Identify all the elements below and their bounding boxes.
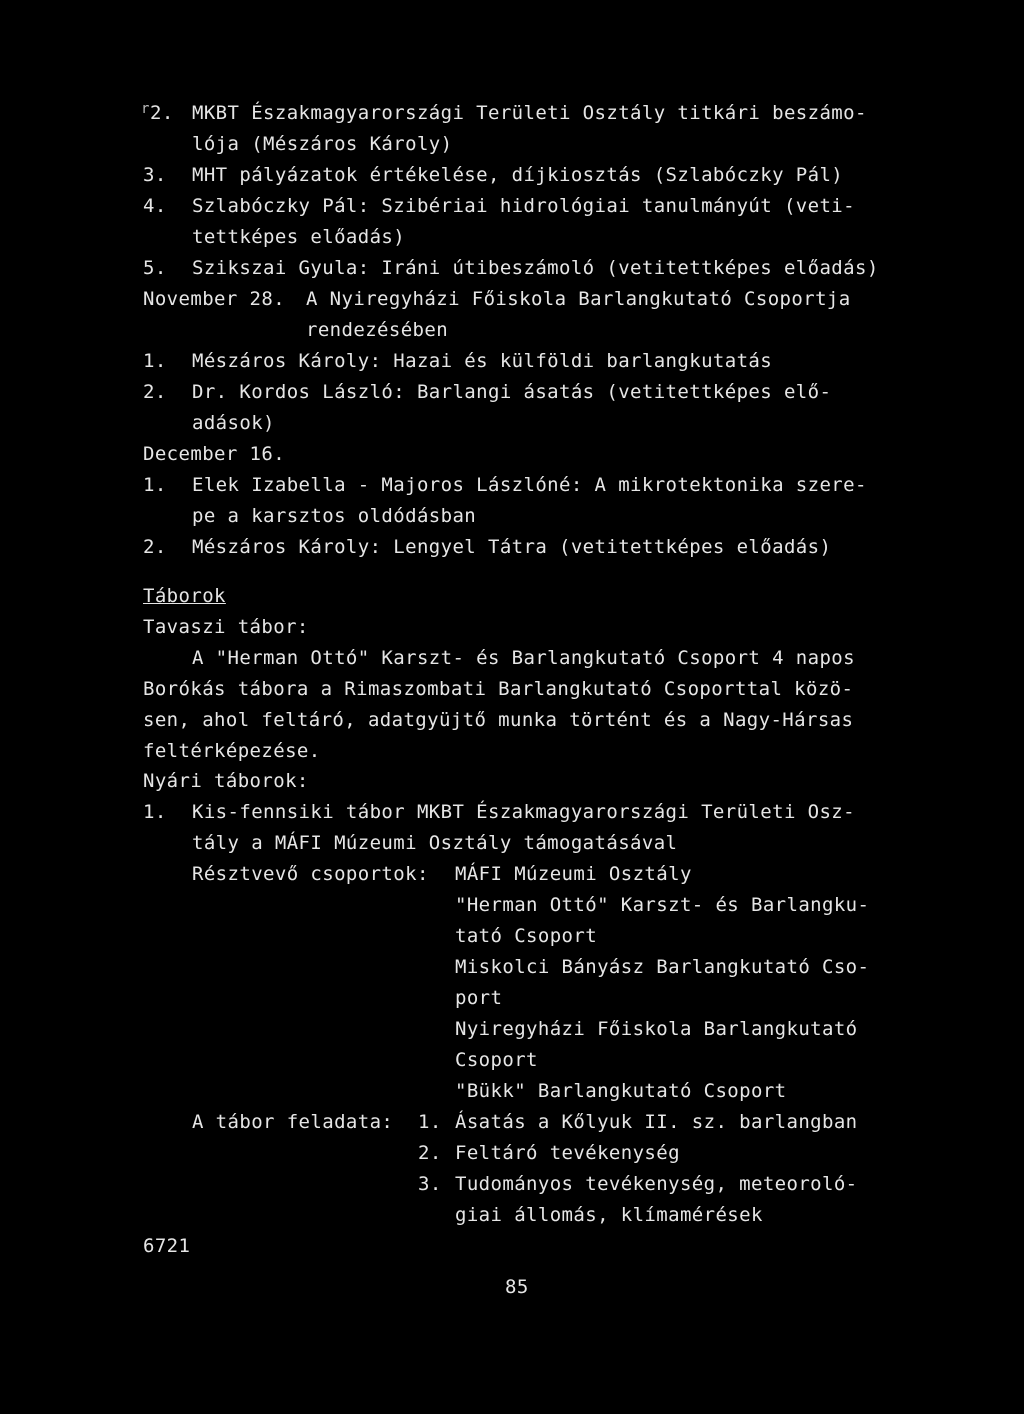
section-text-cont: rendezésében <box>306 319 449 341</box>
item-text: Mészáros Károly: Lengyel Tátra (vetitettképes előadás) <box>192 536 832 558</box>
section-date: December 16. <box>143 443 286 465</box>
summer-camps-label: Nyári táborok: <box>143 770 309 792</box>
section-text: A Nyiregyházi Főiskola Barlangkutató Csoportja <box>306 288 851 310</box>
corner-mark: r <box>141 101 150 117</box>
section-heading: Táborok <box>143 585 226 607</box>
item-number: 2. <box>143 381 167 403</box>
paragraph-line: A "Herman Ottó" Karszt- és Barlangkutató Csoport 4 napos <box>192 647 855 669</box>
item-number: 3. <box>418 1173 442 1195</box>
item-text-cont: pe a karsztos oldódásban <box>192 505 477 527</box>
item-number: 4. <box>143 195 167 217</box>
item-number: 2. <box>150 102 174 124</box>
tasks-label: A tábor feladata: <box>192 1111 394 1133</box>
item-text: Ásatás a Kőlyuk II. sz. barlangban <box>455 1111 858 1133</box>
item-text: Mészáros Károly: Hazai és külföldi barlangkutatás <box>192 350 773 372</box>
paragraph-line: Borókás tábora a Rimaszombati Barlangkutató Csoporttal közö- <box>143 678 854 700</box>
item-text: Dr. Kordos László: Barlangi ásatás (vetitettképes elő- <box>192 381 832 403</box>
item-number: 1. <box>143 801 167 823</box>
item-text-cont: adások) <box>192 412 275 434</box>
item-text: MHT pályázatok értékelése, díjkiosztás (Szlabóczky Pál) <box>192 164 844 186</box>
item-text: Szikszai Gyula: Iráni útibeszámoló (vetitettképes előadás) <box>192 257 879 279</box>
group-line: Miskolci Bányász Barlangkutató Cso- <box>455 956 870 978</box>
group-line: "Bükk" Barlangkutató Csoport <box>455 1080 787 1102</box>
item-text-cont: tettképes előadás) <box>192 226 406 248</box>
item-text: Elek Izabella - Majoros Lászlóné: A mikrotektonika szere- <box>192 474 867 496</box>
item-text-cont: giai állomás, klímamérések <box>455 1204 763 1226</box>
item-number: 2. <box>418 1142 442 1164</box>
item-number: 2. <box>143 536 167 558</box>
paragraph-line: sen, ahol feltáró, adatgyüjtő munka történt és a Nagy-Hársas <box>143 709 854 731</box>
item-text-cont: lója (Mészáros Károly) <box>192 133 453 155</box>
item-text: Szlabóczky Pál: Szibériai hidrológiai tanulmányút (veti- <box>192 195 855 217</box>
group-line: Csoport <box>455 1049 538 1071</box>
group-line: MÁFI Múzeumi Osztály <box>455 863 692 885</box>
groups-label: Résztvevő csoportok: <box>192 863 429 885</box>
item-number: 1. <box>418 1111 442 1133</box>
document-code: 6721 <box>143 1235 191 1257</box>
item-number: 1. <box>143 350 167 372</box>
group-line: tató Csoport <box>455 925 598 947</box>
item-text: Kis-fennsiki tábor MKBT Északmagyarországi Területi Osz- <box>192 801 855 823</box>
spring-camp-label: Tavaszi tábor: <box>143 616 309 638</box>
group-line: "Herman Ottó" Karszt- és Barlangku- <box>455 894 870 916</box>
item-text: Tudományos tevékenység, meteoroló- <box>455 1173 858 1195</box>
group-line: port <box>455 987 503 1009</box>
group-line: Nyiregyházi Főiskola Barlangkutató <box>455 1018 858 1040</box>
item-number: 1. <box>143 474 167 496</box>
item-number: 3. <box>143 164 167 186</box>
section-date: November 28. <box>143 288 286 310</box>
item-text: Feltáró tevékenység <box>455 1142 680 1164</box>
item-number: 5. <box>143 257 167 279</box>
page-number: 85 <box>505 1276 529 1298</box>
item-text-cont: tály a MÁFI Múzeumi Osztály támogatásával <box>192 832 678 854</box>
paragraph-line: feltérképezése. <box>143 740 321 762</box>
item-text: MKBT Északmagyarországi Területi Osztály titkári beszámo- <box>192 102 867 124</box>
